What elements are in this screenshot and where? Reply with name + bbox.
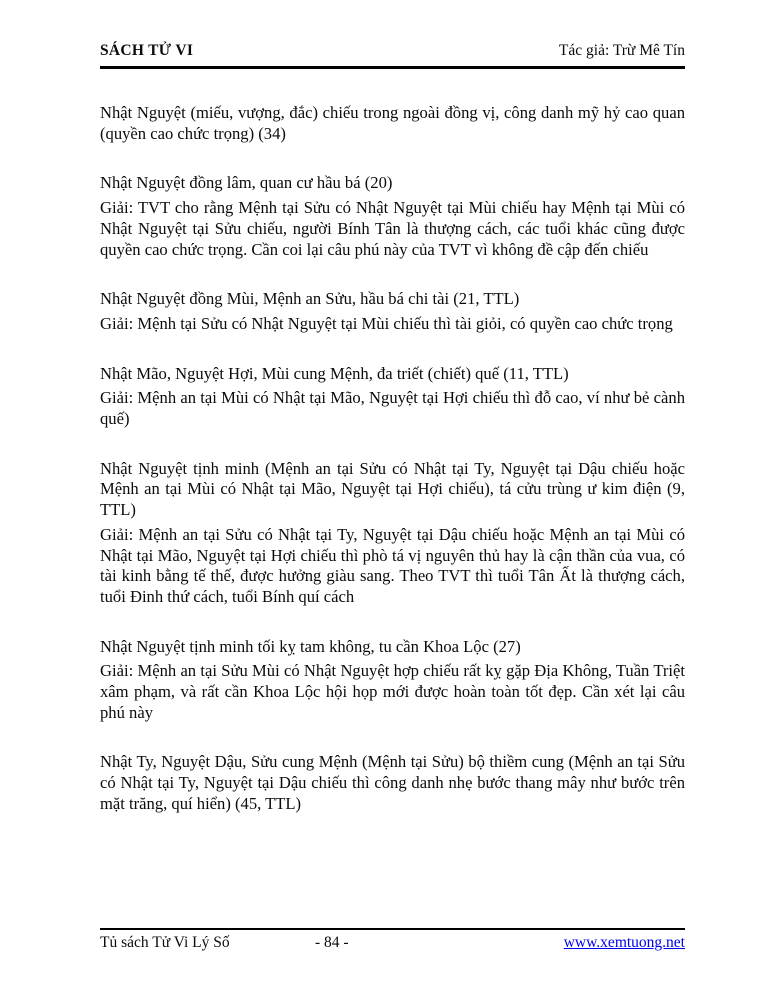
page-header: [100, 42, 685, 69]
verse-paragraph: Nhật Nguyệt tịnh minh (Mệnh an tại Sửu có Nhật tại Ty, Nguyệt tại Dậu chiếu hoặc Mệnh an tại Mùi có Nhật tại Mão, Nguyệt tại Hợi chiếu), tá cửu trùng ư kim điện (9, TTL): [100, 458, 685, 520]
verse-paragraph: Nhật Nguyệt đồng lâm, quan cư hầu bá (20): [100, 173, 393, 193]
footer-row: [100, 934, 685, 954]
website-link[interactable]: www.xemtuong.net: [563, 934, 685, 951]
explanation-paragraph: Giải: Mệnh an tại Sửu Mùi có Nhật Nguyệt hợp chiếu rất kỵ gặp Địa Không, Tuần Triệt xâm phạm, và rất cần Khoa Lộc hội họp mới được hoàn toàn tốt đẹp. Cần xét lại câu phú này: [100, 661, 685, 722]
verse-paragraph: Nhật Ty, Nguyệt Dậu, Sửu cung Mệnh (Mệnh tại Sửu) bộ thiềm cung (Mệnh an tại Sửu có Nhật tại Ty, Nguyệt tại Dậu chiếu thì công danh nhẹ bước thang mây như bước trên mặt trăng, quí hiển) (45, TTL): [100, 752, 685, 813]
explanation-paragraph: Giải: TVT cho rằng Mệnh tại Sửu có Nhật Nguyệt tại Mùi chiếu hay Mệnh tại Mùi có Nhật Nguyệt tại Sửu chiếu, người Bính Tân là thượng cách, các tuổi khác cũng được quyền cao chức trọng. Cần coi lại câu phú này của TVT vì không đề cập đến chiếu: [100, 198, 685, 259]
explanation-paragraph: Giải: Mệnh tại Sửu có Nhật Nguyệt tại Mùi chiếu thì tài giỏi, có quyền cao chức trọng: [100, 313, 673, 333]
verse-paragraph: Nhật Nguyệt tịnh minh tối kỵ tam không, tu cần Khoa Lộc (27): [100, 636, 521, 656]
page-body: [100, 103, 685, 815]
series-title: Tủ sách Tử Vi Lý Số: [100, 934, 230, 951]
page-number: - 84 -: [315, 934, 349, 951]
author-credit: Tác giả: Trừ Mê Tín: [558, 42, 685, 59]
verse-paragraph: Nhật Mão, Nguyệt Hợi, Mùi cung Mệnh, đa triết (chiết) quế (11, TTL): [100, 363, 569, 383]
explanation-paragraph: Giải: Mệnh an tại Sửu có Nhật tại Ty, Nguyệt tại Dậu chiếu hoặc Mệnh an tại Mùi có Nhật tại Mão, Nguyệt tại Hợi chiếu thì phò tá vị nguyên thủ hay là cận thần của vua, có tài kinh bằng tế thế, được hưởng giàu sang. Theo TVT thì tuổi Tân Ất là thượng cách, tuổi Đinh thứ cách, tuổi Bính quí cách: [100, 524, 685, 606]
book-title: SÁCH TỬ VI: [100, 42, 194, 59]
verse-paragraph: Nhật Nguyệt đồng Mùi, Mệnh an Sửu, hầu bá chi tài (21, TTL): [100, 289, 520, 309]
verse-paragraph: Nhật Nguyệt (miếu, vượng, đắc) chiếu trong ngoài đồng vị, công danh mỹ hỷ cao quan (quyền cao chức trọng) (34): [100, 103, 685, 143]
explanation-paragraph: Giải: Mệnh an tại Mùi có Nhật tại Mão, Nguyệt tại Hợi chiếu thì đỗ cao, ví như bẻ cành quế): [100, 388, 685, 429]
page-footer: [100, 928, 685, 954]
